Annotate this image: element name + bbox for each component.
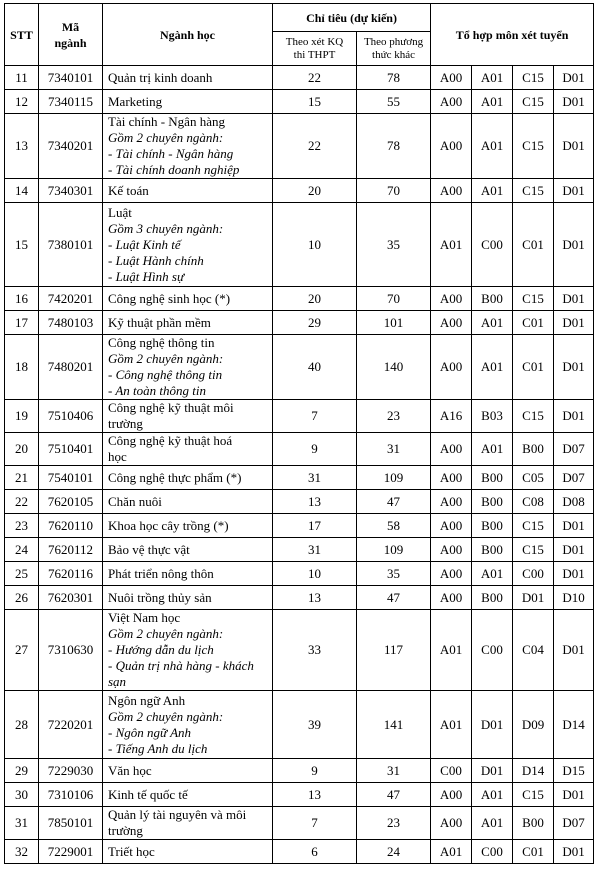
major-detail-line: - Luật Kinh tế (108, 236, 181, 252)
major-name: Triết học (108, 843, 155, 859)
admissions-table (4, 3, 594, 864)
header-major: Ngành học (103, 4, 273, 66)
major-detail-line: - Tài chính doanh nghiệp (108, 162, 240, 177)
row-quota-other: 109 (357, 538, 431, 562)
major-name: Marketing (108, 93, 163, 109)
row-combo: A16 (431, 400, 472, 433)
major-name: Công nghệ thông tin (108, 335, 215, 350)
row-combo: C15 (513, 90, 554, 114)
row-major (103, 783, 273, 807)
row-stt: 15 (5, 203, 39, 287)
row-combo: D01 (554, 783, 594, 807)
row-combo: A01 (431, 691, 472, 759)
row-combo: D07 (554, 433, 594, 466)
major-name: Phát triển nông thôn (108, 565, 214, 581)
major-name: Luật (108, 204, 132, 220)
row-combo: B00 (513, 807, 554, 840)
table-row (5, 433, 594, 466)
major-name: Công nghệ thực phẩm (*) (108, 469, 242, 485)
row-stt: 18 (5, 335, 39, 400)
major-detail-line: trường (108, 823, 143, 838)
table-row (5, 586, 594, 610)
row-quota-thpt: 6 (273, 840, 357, 864)
row-major (103, 335, 273, 400)
table-row (5, 311, 594, 335)
row-quota-thpt: 13 (273, 586, 357, 610)
major-name: Khoa học cây trồng (*) (108, 517, 229, 533)
row-quota-thpt: 33 (273, 610, 357, 691)
row-major (103, 203, 273, 287)
row-quota-thpt: 7 (273, 807, 357, 840)
row-stt: 21 (5, 466, 39, 490)
row-major (103, 466, 273, 490)
major-detail-line: - Ngôn ngữ Anh (108, 724, 192, 740)
row-stt: 32 (5, 840, 39, 864)
row-quota-thpt: 13 (273, 490, 357, 514)
row-quota-other: 47 (357, 586, 431, 610)
major-detail-line: Gồm 2 chuyên ngành: (108, 351, 224, 366)
row-combo: C08 (513, 490, 554, 514)
header-quota: Chỉ tiêu (dự kiến) (273, 4, 431, 32)
row-combo: A00 (431, 466, 472, 490)
row-quota-thpt: 15 (273, 90, 357, 114)
row-combo: D09 (513, 691, 554, 759)
major-name: Quản trị kinh doanh (108, 69, 213, 85)
major-detail-line: sạn (108, 674, 127, 689)
row-quota-other: 47 (357, 783, 431, 807)
row-combo: A00 (431, 783, 472, 807)
header-stt: STT (5, 4, 39, 66)
row-combo: D01 (554, 400, 594, 433)
row-combo: D01 (472, 759, 513, 783)
row-combo: D01 (513, 586, 554, 610)
major-name: Nuôi trồng thủy sản (108, 589, 212, 605)
row-combo: A00 (431, 538, 472, 562)
row-combo: A01 (472, 783, 513, 807)
row-combo: C01 (513, 335, 554, 400)
row-code: 7850101 (39, 807, 103, 840)
row-combo: A00 (431, 807, 472, 840)
major-name: Kỹ thuật phần mềm (108, 314, 211, 330)
row-combo: D01 (472, 691, 513, 759)
row-combo: A00 (431, 335, 472, 400)
major-name: Công nghệ sinh học (*) (108, 290, 231, 306)
row-combo: D01 (554, 562, 594, 586)
row-combo: A01 (472, 433, 513, 466)
row-combo: C01 (513, 840, 554, 864)
major-detail-line: Gồm 2 chuyên ngành: (108, 708, 224, 724)
row-combo: D01 (554, 840, 594, 864)
row-combo: C00 (472, 610, 513, 691)
table-row (5, 335, 594, 400)
row-stt: 25 (5, 562, 39, 586)
row-quota-other: 58 (357, 514, 431, 538)
major-name: Việt Nam học (108, 610, 181, 625)
major-detail-line: - Tài chính - Ngân hàng (108, 146, 234, 161)
row-quota-other: 70 (357, 287, 431, 311)
row-quota-other: 35 (357, 562, 431, 586)
row-combo: D01 (554, 179, 594, 203)
major-name: Văn học (108, 762, 152, 778)
row-code: 7620110 (39, 514, 103, 538)
header-quota-other: Theo phương thức khác (357, 32, 431, 66)
major-name: Tài chính - Ngân hàng (108, 114, 225, 129)
row-combo: B00 (513, 433, 554, 466)
header-code: Mã ngành (39, 4, 103, 66)
row-stt: 12 (5, 90, 39, 114)
row-quota-thpt: 29 (273, 311, 357, 335)
major-name: Chăn nuôi (108, 493, 162, 509)
row-stt: 31 (5, 807, 39, 840)
major-detail-line: - Luật Hình sự (108, 268, 185, 284)
row-code: 7380101 (39, 203, 103, 287)
row-quota-thpt: 10 (273, 562, 357, 586)
row-combo: A01 (431, 840, 472, 864)
row-combo: C15 (513, 514, 554, 538)
row-combo: A00 (431, 586, 472, 610)
row-combo: B00 (472, 490, 513, 514)
row-combo: B00 (472, 287, 513, 311)
row-code: 7340301 (39, 179, 103, 203)
row-combo: B00 (472, 586, 513, 610)
major-detail-line: Gồm 2 chuyên ngành: (108, 626, 224, 641)
row-combo: D01 (554, 514, 594, 538)
major-detail-line: - An toàn thông tin (108, 383, 206, 398)
row-combo: C15 (513, 287, 554, 311)
row-quota-thpt: 31 (273, 538, 357, 562)
major-detail-line: Gồm 2 chuyên ngành: (108, 130, 224, 145)
row-combo: C04 (513, 610, 554, 691)
major-detail-line: Gồm 3 chuyên ngành: (108, 220, 224, 236)
row-major (103, 562, 273, 586)
row-quota-thpt: 22 (273, 66, 357, 90)
major-detail-line: - Công nghệ thông tin (108, 367, 223, 382)
table-row (5, 538, 594, 562)
row-code: 7340101 (39, 66, 103, 90)
row-code: 7480201 (39, 335, 103, 400)
row-quota-other: 47 (357, 490, 431, 514)
major-name: Ngôn ngữ Anh (108, 692, 186, 708)
row-quota-thpt: 10 (273, 203, 357, 287)
row-quota-thpt: 40 (273, 335, 357, 400)
row-major (103, 490, 273, 514)
row-major (103, 610, 273, 691)
row-major (103, 179, 273, 203)
row-combo: A00 (431, 433, 472, 466)
row-quota-thpt: 22 (273, 114, 357, 179)
row-combo: B03 (472, 400, 513, 433)
row-combo: A01 (472, 90, 513, 114)
row-combo: A00 (431, 114, 472, 179)
row-combo: A01 (472, 311, 513, 335)
row-combo: C01 (513, 203, 554, 287)
row-major (103, 514, 273, 538)
row-major (103, 807, 273, 840)
row-combo: A00 (431, 514, 472, 538)
row-combo: A01 (431, 203, 472, 287)
table-row (5, 66, 594, 90)
row-quota-other: 101 (357, 311, 431, 335)
row-code: 7229001 (39, 840, 103, 864)
row-major (103, 400, 273, 433)
row-combo: D14 (554, 691, 594, 759)
header-quota-thpt: Theo xét KQ thi THPT (273, 32, 357, 66)
row-combo: A00 (431, 311, 472, 335)
row-combo: A01 (472, 66, 513, 90)
row-combo: D01 (554, 114, 594, 179)
row-code: 7510406 (39, 400, 103, 433)
row-major (103, 538, 273, 562)
row-quota-thpt: 9 (273, 433, 357, 466)
row-combo: A00 (431, 90, 472, 114)
row-code: 7310630 (39, 610, 103, 691)
row-major (103, 90, 273, 114)
major-name: Kế toán (108, 182, 149, 198)
row-quota-thpt: 13 (273, 783, 357, 807)
table-row (5, 490, 594, 514)
row-quota-other: 141 (357, 691, 431, 759)
row-combo: C00 (431, 759, 472, 783)
major-detail-line: - Quản trị nhà hàng - khách (108, 658, 254, 673)
table-row (5, 466, 594, 490)
row-stt: 14 (5, 179, 39, 203)
row-combo: C00 (472, 203, 513, 287)
row-combo: D01 (554, 90, 594, 114)
row-quota-thpt: 9 (273, 759, 357, 783)
table-row (5, 840, 594, 864)
row-combo: A01 (472, 114, 513, 179)
major-name: Công nghệ kỹ thuật hoá (108, 433, 233, 448)
row-stt: 19 (5, 400, 39, 433)
row-quota-other: 140 (357, 335, 431, 400)
row-combo: D01 (554, 311, 594, 335)
row-quota-other: 78 (357, 114, 431, 179)
row-combo: C15 (513, 538, 554, 562)
row-combo: C01 (513, 311, 554, 335)
row-quota-thpt: 7 (273, 400, 357, 433)
row-quota-thpt: 20 (273, 287, 357, 311)
row-stt: 26 (5, 586, 39, 610)
table-row (5, 179, 594, 203)
row-combo: A00 (431, 179, 472, 203)
row-combo: C15 (513, 400, 554, 433)
header-combos: Tổ hợp môn xét tuyển (431, 4, 594, 66)
row-stt: 22 (5, 490, 39, 514)
row-major (103, 691, 273, 759)
row-code: 7620105 (39, 490, 103, 514)
major-detail-line: - Luật Hành chính (108, 252, 204, 268)
row-combo: C15 (513, 783, 554, 807)
row-combo: B00 (472, 538, 513, 562)
row-combo: A01 (472, 179, 513, 203)
row-code: 7229030 (39, 759, 103, 783)
row-code: 7220201 (39, 691, 103, 759)
row-quota-other: 55 (357, 90, 431, 114)
row-stt: 13 (5, 114, 39, 179)
row-code: 7510401 (39, 433, 103, 466)
row-combo: A01 (472, 335, 513, 400)
row-stt: 30 (5, 783, 39, 807)
table-row (5, 90, 594, 114)
row-combo: A00 (431, 562, 472, 586)
table-row (5, 807, 594, 840)
row-combo: A01 (472, 562, 513, 586)
row-combo: A00 (431, 490, 472, 514)
row-code: 7620112 (39, 538, 103, 562)
row-combo: D01 (554, 203, 594, 287)
row-combo: C00 (513, 562, 554, 586)
row-quota-other: 35 (357, 203, 431, 287)
row-combo: C00 (472, 840, 513, 864)
table-row (5, 400, 594, 433)
table-row (5, 114, 594, 179)
row-quota-other: 24 (357, 840, 431, 864)
row-combo: A01 (431, 610, 472, 691)
table-row (5, 783, 594, 807)
row-quota-other: 23 (357, 400, 431, 433)
row-combo: D14 (513, 759, 554, 783)
major-name: Kinh tế quốc tế (108, 786, 188, 802)
row-major (103, 840, 273, 864)
row-combo: C15 (513, 66, 554, 90)
row-stt: 17 (5, 311, 39, 335)
row-combo: D01 (554, 610, 594, 691)
row-quota-other: 31 (357, 759, 431, 783)
major-detail-line: học (108, 449, 127, 464)
row-combo: B00 (472, 466, 513, 490)
row-code: 7340115 (39, 90, 103, 114)
row-stt: 24 (5, 538, 39, 562)
row-quota-other: 31 (357, 433, 431, 466)
row-stt: 20 (5, 433, 39, 466)
row-combo: D08 (554, 490, 594, 514)
row-quota-thpt: 17 (273, 514, 357, 538)
row-combo: D01 (554, 66, 594, 90)
major-name: Quản lý tài nguyên và môi (108, 807, 247, 822)
row-combo: B00 (472, 514, 513, 538)
major-name: Công nghệ kỹ thuật môi (108, 400, 234, 415)
row-code: 7340201 (39, 114, 103, 179)
row-code: 7480103 (39, 311, 103, 335)
row-major (103, 287, 273, 311)
row-quota-other: 109 (357, 466, 431, 490)
major-detail-line: trường (108, 416, 143, 431)
row-code: 7310106 (39, 783, 103, 807)
row-combo: C15 (513, 179, 554, 203)
row-combo: D01 (554, 287, 594, 311)
major-detail-line: - Hướng dẫn du lịch (108, 642, 214, 657)
table-row (5, 562, 594, 586)
row-stt: 29 (5, 759, 39, 783)
row-combo: D01 (554, 335, 594, 400)
row-quota-other: 70 (357, 179, 431, 203)
row-major (103, 759, 273, 783)
row-combo: D15 (554, 759, 594, 783)
row-combo: D01 (554, 538, 594, 562)
table-row (5, 514, 594, 538)
row-quota-thpt: 31 (273, 466, 357, 490)
row-major (103, 311, 273, 335)
row-stt: 23 (5, 514, 39, 538)
row-stt: 11 (5, 66, 39, 90)
row-major (103, 586, 273, 610)
table-row (5, 610, 594, 691)
row-quota-other: 23 (357, 807, 431, 840)
row-code: 7420201 (39, 287, 103, 311)
row-quota-other: 78 (357, 66, 431, 90)
row-combo: D07 (554, 807, 594, 840)
row-combo: D07 (554, 466, 594, 490)
row-major (103, 114, 273, 179)
row-combo: A00 (431, 287, 472, 311)
table-body (5, 66, 594, 864)
row-code: 7620116 (39, 562, 103, 586)
row-quota-other: 117 (357, 610, 431, 691)
major-name: Bảo vệ thực vật (108, 541, 190, 557)
row-code: 7620301 (39, 586, 103, 610)
row-combo: C15 (513, 114, 554, 179)
row-major (103, 66, 273, 90)
table-row (5, 203, 594, 287)
row-combo: D10 (554, 586, 594, 610)
table-row (5, 759, 594, 783)
row-stt: 16 (5, 287, 39, 311)
table-row (5, 287, 594, 311)
row-stt: 27 (5, 610, 39, 691)
row-quota-thpt: 39 (273, 691, 357, 759)
row-stt: 28 (5, 691, 39, 759)
row-combo: C05 (513, 466, 554, 490)
row-code: 7540101 (39, 466, 103, 490)
table-row (5, 691, 594, 759)
major-detail-line: - Tiếng Anh du lịch (108, 740, 208, 756)
row-combo: A01 (472, 807, 513, 840)
row-quota-thpt: 20 (273, 179, 357, 203)
row-combo: A00 (431, 66, 472, 90)
row-major (103, 433, 273, 466)
